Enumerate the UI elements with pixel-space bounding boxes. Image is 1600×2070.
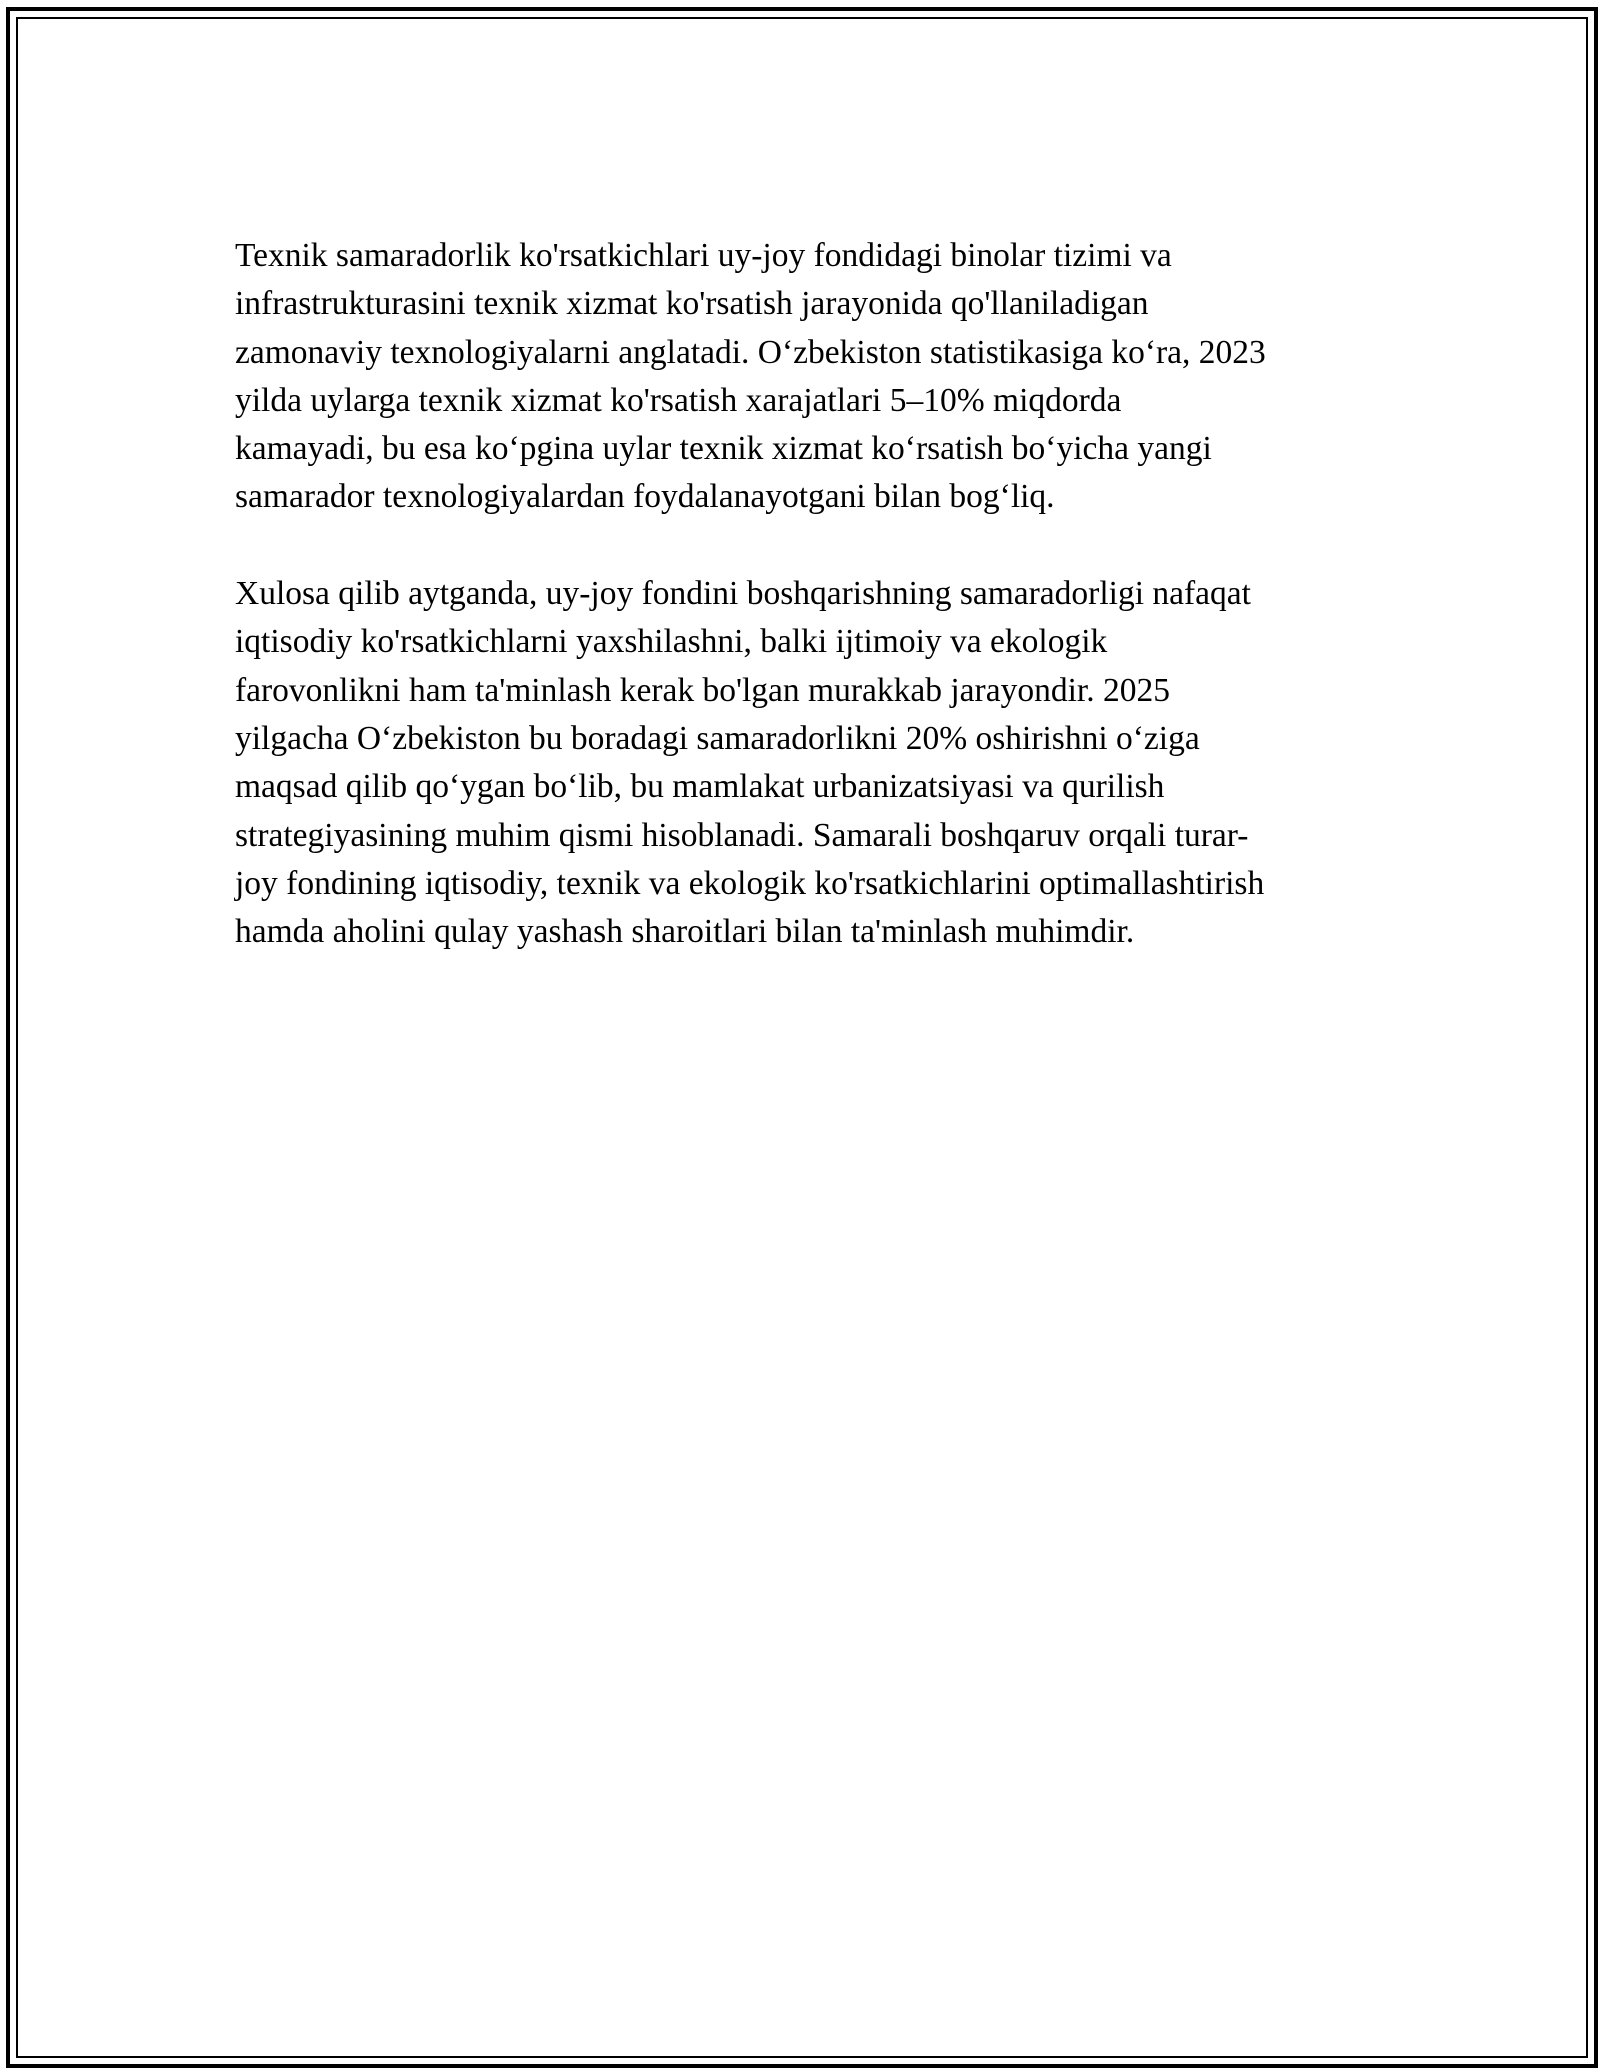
text-line: kamayadi, bu esa ko‘pgina uylar texnik xizmat ko‘rsatish bo‘yicha yangi (235, 430, 1212, 468)
text-line: infrastrukturasini texnik xizmat ko'rsatish jarayonida qo'llaniladigan (235, 285, 1149, 323)
text-line: strategiyasining muhim qismi hisoblanadi. Samarali boshqaruv orqali turar- (235, 816, 1249, 854)
text-line: yilgacha O‘zbekiston bu boradagi samaradorlikni 20% oshirishni o‘ziga (235, 719, 1200, 757)
text-line: joy fondining iqtisodiy, texnik va ekologik ko'rsatkichlarini optimallashtirish (235, 864, 1265, 902)
text-line: maqsad qilib qo‘ygan bo‘lib, bu mamlakat urbanizatsiyasi va qurilish (235, 768, 1165, 806)
text-line: Texnik samaradorlik ko'rsatkichlari uy-joy fondidagi binolar tizimi va (235, 237, 1172, 274)
text-line: samarador texnologiyalardan foydalanayotgani bilan bog‘liq. (235, 478, 1055, 516)
text-line: farovonlikni ham ta'minlash kerak bo'lgan murakkab jarayondir. 2025 (235, 671, 1170, 709)
text-line: hamda aholini qulay yashash sharoitlari bilan ta'minlash muhimdir. (235, 913, 1135, 951)
text-line: iqtisodiy ko'rsatkichlarni yaxshilashni, balki ijtimoiy va ekologik (235, 623, 1108, 661)
paragraph-1 (235, 232, 1375, 522)
paragraph-2 (235, 570, 1375, 956)
text-line: yilda uylarga texnik xizmat ko'rsatish xarajatlari 5–10% miqdorda (235, 381, 1122, 419)
text-line: zamonaviy texnologiyalarni anglatadi. O‘zbekiston statistikasiga ko‘ra, 2023 (235, 333, 1266, 371)
document-body (235, 232, 1375, 1005)
text-line: Xulosa qilib aytganda, uy-joy fondini boshqarishning samaradorligi nafaqat (235, 575, 1251, 613)
